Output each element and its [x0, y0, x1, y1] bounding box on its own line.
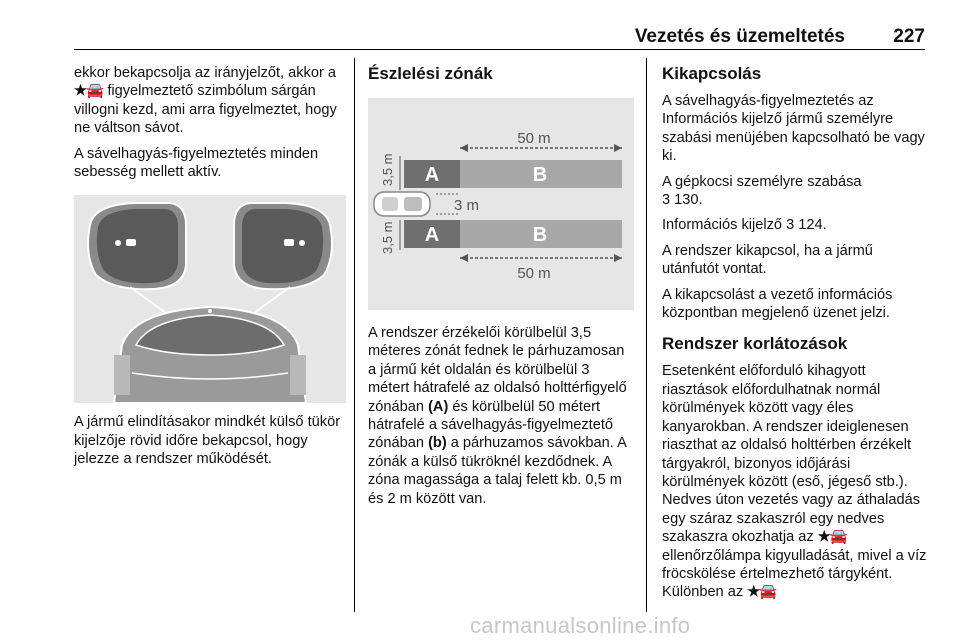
paragraph: A sávelhagyás-figyelmeztetés az Információs kijelző jármű személyre szabási menüjében kapcsolható be vagy ki.: [662, 93, 925, 165]
side-distance-label: 3 m: [454, 197, 480, 214]
lane-width-top: 3,5 m: [380, 153, 395, 186]
distance-label-bottom: 50 m: [517, 265, 551, 282]
paragraph: A sávelhagyás-figyelmeztetés minden sebesség mellett aktív.: [74, 145, 319, 181]
zone-b-label: B: [532, 164, 548, 186]
page-header: [74, 20, 925, 50]
zone-a-label: A: [424, 164, 440, 186]
detection-zones-diagram: [368, 98, 634, 310]
lane-width-bottom: 3,5 m: [380, 221, 395, 254]
page-reference: 3 130.: [662, 192, 703, 209]
paragraph: ekkor bekapcsolja az irányjelzőt, akkor a ★🚘 figyelmeztető szimbólum sárgán villogni kezd, ami arra figyelmeztet, hogy ne váltson sávot.: [74, 65, 337, 137]
blind-spot-warning-icon: ★🚘: [747, 584, 777, 601]
column-2: [368, 64, 634, 515]
blind-spot-warning-icon: ★🚘: [74, 83, 104, 100]
paragraph: A kikapcsolást a vezető információs központban megjelenő üzenet jelzi.: [662, 286, 893, 322]
header-title: Vezetés és üzemeltetés: [634, 26, 845, 47]
paragraph: A rendszer érzékelői körülbelül 3,5 méteres zónát fednek le párhuzamosan a jármű két oldalán és körülbelül 3 métert hátrafelé az oldalsó holttérfigyelő zónában (A) és körülbelül 50 métert hátrafelé a sávelhagyás-figyelmeztető zónában (b) a párhuzamos sávokban. A zónák a külső tükröknél kezdődnek. A zóna magassága a talaj felett kb. 0,5 m és 2 m között van.: [368, 325, 627, 507]
paragraph: A rendszer kikapcsol, ha a jármű utánfutót vontat.: [662, 242, 873, 278]
section-heading-deactivation: Kikapcsolás: [662, 64, 762, 83]
paragraph: Információs kijelző 3 124.: [662, 217, 827, 234]
zone-b-label: B: [532, 224, 548, 246]
column-3: [662, 64, 928, 609]
blind-spot-warning-icon: ★🚘: [817, 529, 848, 546]
zone-a-label: A: [424, 224, 440, 246]
mirror-illustration: [74, 195, 346, 403]
watermark: carmanualsonline.info: [470, 613, 691, 638]
column-divider-1: [354, 58, 355, 612]
paragraph: A jármű elindításakor mindkét külső tükör kijelzője rövid időre bekapcsol, hogy jelezze a rendszer működését.: [74, 414, 341, 468]
detection-zones-svg: [368, 98, 634, 310]
page-number: 227: [893, 26, 925, 47]
paragraph: Esetenként előforduló kihagyott riasztások előfordulhatnak normál körülmények között vagy éles kanyarokban. A rendszer ideiglenesen riaszthat az oldalsó holttérben érzékelt tárgyakról, bizonyos időjárási körülmények között (eső, jégeső stb.). Nedves úton vezetés vagy az áthaladás egy száraz szakaszról egy nedves szakaszra okozhatja az ★🚘 ellenőrzőlámpa kigyulladását, mivel a víz fröcskölése értelmezhető tárgyként. Különben az ★🚘: [662, 363, 927, 601]
mirror-illustration-svg: [74, 195, 346, 403]
section-heading: Észlelési zónák: [368, 64, 493, 83]
distance-label-top: 50 m: [517, 130, 551, 147]
column-divider-2: [646, 58, 647, 612]
section-heading-limitations: Rendszer korlátozások: [662, 334, 848, 354]
paragraph: A gépkocsi személyre szabása 3 130.: [662, 173, 862, 209]
header-rule: [74, 49, 925, 50]
column-1: [74, 64, 346, 476]
